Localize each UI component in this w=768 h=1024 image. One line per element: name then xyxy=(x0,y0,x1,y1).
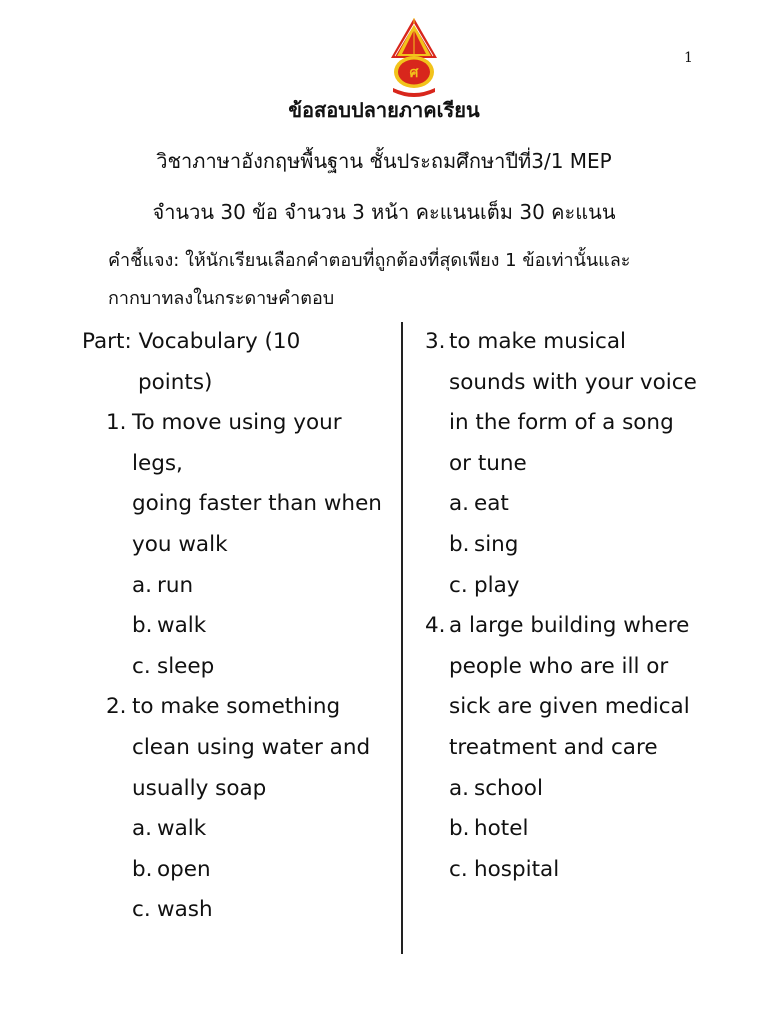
question-number: 1. xyxy=(106,410,127,436)
option-letter: b. xyxy=(132,856,153,882)
option-a xyxy=(425,484,735,525)
instructions-line-1: คำชี้แจง: ให้นักเรียนเลือกคำตอบที่ถูกต้องที่สุดเพียง 1 ข้อเท่านั้นและ xyxy=(108,250,631,271)
question-4 xyxy=(425,606,735,647)
question-text-line: sounds with your voice xyxy=(449,369,697,395)
option-text: wash xyxy=(157,897,213,923)
question-text-line: going faster than when xyxy=(132,491,382,517)
instructions xyxy=(108,242,688,318)
option-b xyxy=(82,850,394,891)
question-number: 3. xyxy=(425,329,446,354)
left-column xyxy=(82,322,394,931)
option-c xyxy=(425,566,735,607)
question-text-line: clean using water and xyxy=(132,734,371,760)
option-text: sleep xyxy=(157,653,215,679)
right-column xyxy=(425,322,735,890)
option-letter: b. xyxy=(449,816,470,842)
option-text: play xyxy=(474,572,520,598)
question-text-line: sick are given medical xyxy=(449,694,690,720)
question-text-line: treatment and care xyxy=(449,734,658,760)
option-a xyxy=(82,809,394,850)
option-letter: a. xyxy=(132,572,153,598)
question-1 xyxy=(82,403,394,444)
option-text: hotel xyxy=(474,816,529,842)
question-text: to make musical xyxy=(449,329,626,354)
question-text: a large building where xyxy=(449,613,690,639)
option-letter: c. xyxy=(132,897,151,923)
instructions-line-2: กากบาทลงในกระดาษคำตอบ xyxy=(108,288,335,309)
option-a xyxy=(82,566,394,607)
option-b xyxy=(425,525,735,566)
option-text: eat xyxy=(474,491,509,517)
option-c xyxy=(82,647,394,688)
option-letter: c. xyxy=(449,856,468,882)
exam-title: ข้อสอบปลายภาคเรียน xyxy=(288,98,480,122)
svg-text:ศ: ศ xyxy=(409,65,419,81)
option-b xyxy=(82,606,394,647)
question-text-line: usually soap xyxy=(132,775,267,801)
option-letter: a. xyxy=(449,775,470,801)
question-text-line: in the form of a song xyxy=(449,410,674,436)
question-text-line: people who are ill or xyxy=(449,653,669,679)
option-letter: b. xyxy=(132,613,153,639)
part-heading: Part: Vocabulary (10 xyxy=(82,329,301,354)
question-text-line: you walk xyxy=(132,531,228,557)
option-text: open xyxy=(157,856,211,882)
option-letter: c. xyxy=(449,572,468,598)
question-2 xyxy=(82,687,394,728)
option-c xyxy=(425,850,735,891)
option-text: school xyxy=(474,775,543,801)
question-3 xyxy=(425,322,735,363)
school-emblem-logo xyxy=(385,16,443,98)
option-letter: a. xyxy=(132,816,153,842)
column-divider xyxy=(401,322,403,954)
option-b xyxy=(425,809,735,850)
page-number: 1 xyxy=(684,50,693,66)
question-text-line: legs, xyxy=(132,450,183,476)
option-text: run xyxy=(157,572,194,598)
option-text: walk xyxy=(157,816,207,842)
option-letter: c. xyxy=(132,653,151,679)
option-a xyxy=(425,769,735,810)
option-text: walk xyxy=(157,613,207,639)
option-letter: a. xyxy=(449,491,470,517)
exam-subtitle: วิชาภาษาอังกฤษพื้นฐาน ชั้นประถมศึกษาปีที่3/1 MEP xyxy=(156,149,612,173)
question-text: to make something xyxy=(132,694,341,720)
option-c xyxy=(82,890,394,931)
option-letter: b. xyxy=(449,531,470,557)
option-text: hospital xyxy=(474,856,560,882)
part-heading-continued: points) xyxy=(138,369,213,395)
question-text-line: or tune xyxy=(449,450,527,476)
question-number: 4. xyxy=(425,613,446,639)
option-text: sing xyxy=(474,531,519,557)
question-number: 2. xyxy=(106,694,127,720)
exam-meta: จำนวน 30 ข้อ จำนวน 3 หน้า คะแนนเต็ม 30 คะแนน xyxy=(152,200,616,224)
question-text: To move using your xyxy=(132,410,342,436)
